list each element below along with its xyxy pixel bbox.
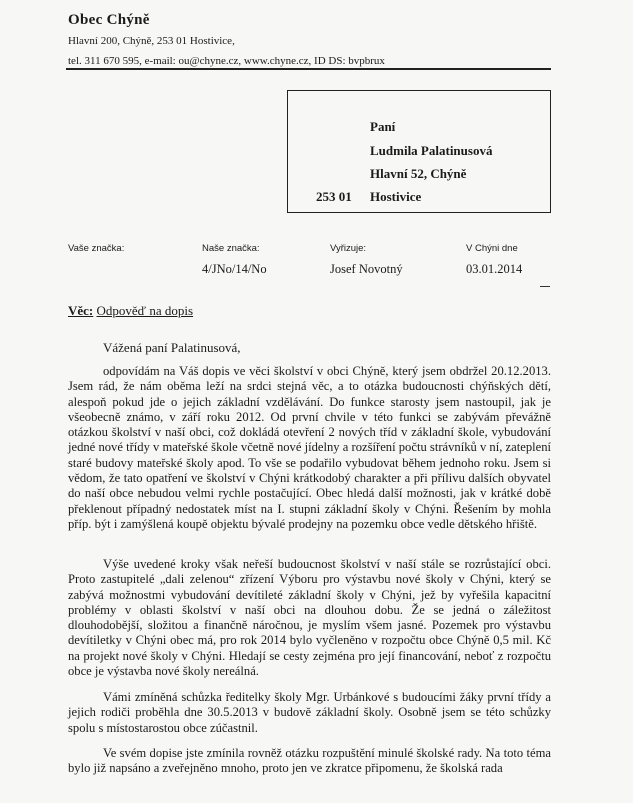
subject-label: Věc:: [68, 303, 94, 318]
paragraph-4-text: Ve svém dopise jste zmínila rovněž otázku rozpuštění minulé školské rady. Na toto téma bylo již napsáno a zveřejněno mnoho, proto jen ve zkratce připomenu, že školská rada: [68, 746, 551, 776]
paragraph-3: [68, 690, 551, 736]
salutation: Vážená paní Palatinusová,: [103, 340, 241, 355]
handled-by-value: Josef Novotný: [330, 262, 403, 276]
handled-by-label: Vyřizuje:: [330, 243, 367, 254]
your-ref-label: Vaše značka:: [68, 243, 125, 254]
recipient-street: Hlavní 52, Chýně: [370, 166, 467, 181]
municipality-name: Obec Chýně: [68, 12, 150, 28]
recipient-title: Paní: [370, 119, 396, 134]
paragraph-2: [68, 557, 551, 679]
header-divider: [66, 68, 551, 70]
recipient-address-box: [287, 90, 551, 213]
municipality-contact: tel. 311 670 595, e-mail: ou@chyne.cz, www.chyne.cz, ID DS: bvpbrux: [68, 55, 385, 67]
paragraph-1: [68, 364, 551, 532]
recipient-name: Ludmila Palatinusová: [370, 143, 493, 158]
subject-text: Odpověď na dopis: [96, 303, 194, 318]
our-ref-label: Naše značka:: [202, 243, 260, 254]
margin-dash: [540, 286, 550, 287]
recipient-city: Hostivice: [370, 189, 422, 204]
paragraph-2-text: Výše uvedené kroky však neřeší budoucnost školství v naší stále se rozrůstající obci. Proto zastupitelé „dali zelenou“ zřízení Výboru pro výstavbu nové školy v Chýni, který se zabývá možnostmi vybudování devítileté základní školy v Chýni, jež by vyřešila kapacitní problémy v oblasti školství v naší obci na dlouhou dobu. Že se jedná o záležitost dlouhodobější, složitou a finančně náročnou, je myslím všem jasné. Pozemek pro výstavbu devítiletky v Chýni obec má, pro rok 2014 bylo vyčleněno v rozpočtu obce Chýně 0,5 mil. Kč na projekt nové školy v Chýni. Hledají se cesty zejména pro její financování, neboť z rozpočtu obce je výstavba nové školy nereálná.: [68, 557, 551, 679]
date-value: 03.01.2014: [466, 262, 523, 276]
subject-line: [68, 303, 193, 319]
paragraph-4: [68, 746, 551, 777]
date-label: V Chýni dne: [466, 243, 518, 254]
paragraph-1-text: odpovídám na Váš dopis ve věci školství v obci Chýně, který jsem obdržel 20.12.2013. Jsem rád, že nám oběma leží na srdci stejná věc, a to otázka budoucnosti chýňských dětí, alespoň pokud jde o jejich základní vzdělávání. Do funkce starosty jsem nastoupil, jak je všeobecně známo, v září roku 2012. Od první chvile v této funkci se zabývám převážně otázkou školství v naší obci, což dokládá otevření 2 nových tříd v základní škole, vybudování jedné nové třídy v mateřské škole včetně nové jídelny a rozšíření počtu strávníků v ní, zateplení staré budovy mateřské školy apod. To vše se podařilo vybudovat během jednoho roku. Jsem si vědom, že tato opatření ve školství v Chýni krátkodobý charakter a při přílivu dalších obyvatel do naší obce nebudou velmi rychle postačující. Obec hledá další možnosti, jak v krátké době překlenout případný nedostatek míst na I. stupni základní školy v Chýni. Řešením by mohla příp. být i zamýšlená koupě objektu bývalé prodejny na pozemku obce vedle dětského hřiště.: [68, 364, 551, 531]
municipality-address: Hlavní 200, Chýně, 253 01 Hostivice,: [68, 35, 235, 47]
paragraph-3-text: Vámi zmíněná schůzka ředitelky školy Mgr. Urbánkové s budoucími žáky první třídy a jejich rodiči proběhla dne 30.5.2013 v budově základní školy. Osobně jsem se této schůzky spolu s místostarostou obce zúčastnil.: [68, 690, 551, 735]
recipient-postal-code: 253 01: [316, 189, 352, 204]
our-ref-value: 4/JNo/14/No: [202, 262, 267, 276]
